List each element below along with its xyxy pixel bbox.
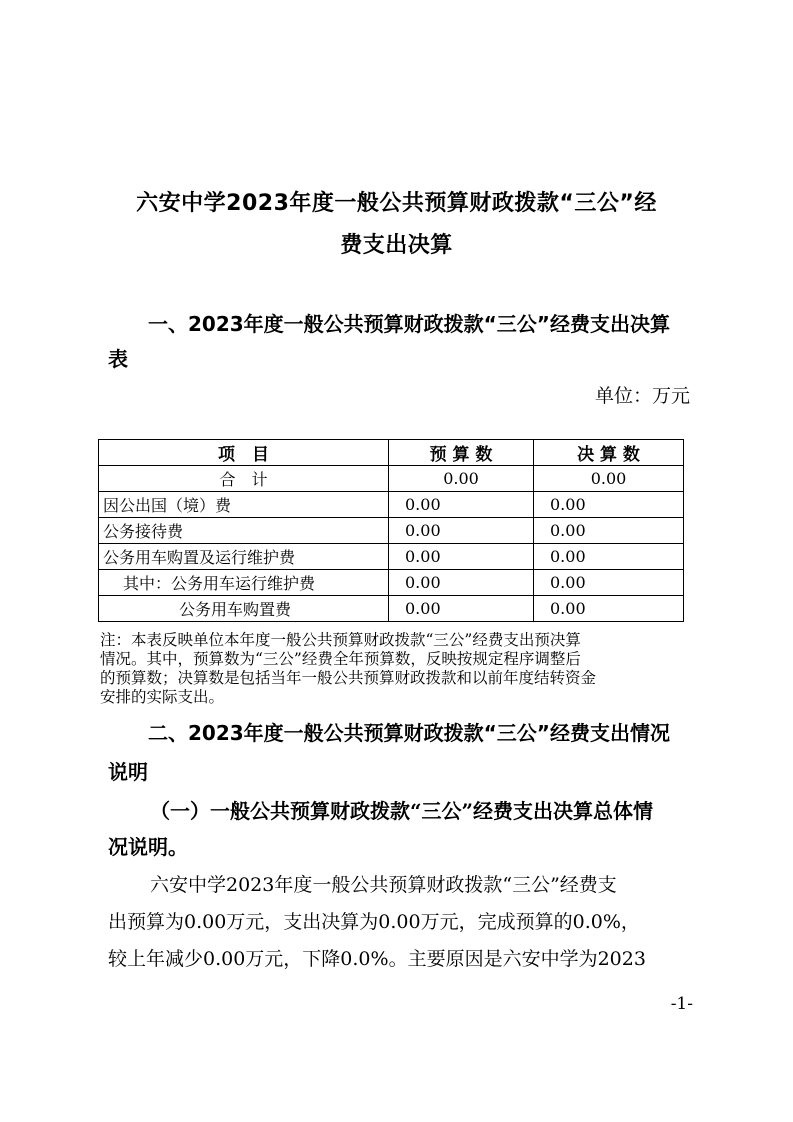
table-note: [100, 631, 690, 707]
table-row: [99, 570, 684, 596]
row-budget: 0.00: [389, 518, 534, 544]
row-final: 0.00: [534, 518, 684, 544]
column-header-item: 项 目: [99, 440, 389, 466]
note-line: 情况。其中，预算数为“三公”经费全年预算数，反映按规定程序调整后: [100, 650, 581, 668]
row-budget: 0.00: [389, 570, 534, 596]
row-final: 0.00: [534, 492, 684, 518]
table-total-row: [99, 466, 684, 492]
section1-heading-line2: 表: [108, 347, 128, 371]
unit-label: 单位：万元: [594, 385, 690, 407]
row-label: 公务接待费: [99, 518, 389, 544]
row-label: 公务用车购置费: [99, 596, 389, 622]
paragraph-line2: 出预算为0.00万元，支出决算为0.00万元，完成预算的0.0%，: [108, 911, 640, 933]
column-header-final: 决 算 数: [534, 440, 684, 466]
row-final: 0.00: [534, 544, 684, 570]
total-final: 0.00: [534, 466, 684, 492]
subsection1-heading-line1: （一）一般公共预算财政拨款“三公”经费支出决算总体情: [150, 799, 654, 823]
total-budget: 0.00: [389, 466, 534, 492]
note-line: 安排的实际支出。: [100, 688, 225, 706]
row-budget: 0.00: [389, 596, 534, 622]
row-final: 0.00: [534, 570, 684, 596]
section2-heading-line1: 二、2023年度一般公共预算财政拨款“三公”经费支出情况: [148, 721, 670, 745]
total-label: 合 计: [99, 466, 389, 492]
table-row: [99, 518, 684, 544]
table-row: [99, 596, 684, 622]
subsection1-heading-line2: 况说明。: [108, 835, 188, 859]
note-line: 注：本表反映单位本年度一般公共预算财政拨款“三公”经费支出预决算: [100, 631, 581, 649]
column-header-budget: 预 算 数: [389, 440, 534, 466]
row-label: 因公出国（境）费: [99, 492, 389, 518]
page-number: -1-: [670, 994, 693, 1014]
paragraph-line3: 较上年减少0.00万元，下降0.0%。主要原因是六安中学为2023: [108, 948, 646, 970]
section2-heading-line2: 说明: [108, 760, 148, 784]
row-final: 0.00: [534, 596, 684, 622]
row-budget: 0.00: [389, 492, 534, 518]
note-line: 的预算数；决算数是包括当年一般公共预算财政拨款和以前年度结转资金: [100, 669, 597, 687]
table-row: [99, 492, 684, 518]
document-title-line2: 费支出决算: [340, 233, 453, 258]
three-public-expenses-table: [98, 439, 684, 622]
row-budget: 0.00: [389, 544, 534, 570]
document-title-line1: 六安中学2023年度一般公共预算财政拨款“三公”经: [136, 191, 657, 216]
table-header-row: [99, 440, 684, 466]
table-row: [99, 544, 684, 570]
row-label: 其中：公务用车运行维护费: [99, 570, 389, 596]
section1-heading-line1: 一、2023年度一般公共预算财政拨款“三公”经费支出决算: [148, 312, 670, 336]
paragraph-line1: 六安中学2023年度一般公共预算财政拨款“三公”经费支: [150, 874, 617, 896]
row-label: 公务用车购置及运行维护费: [99, 544, 389, 570]
